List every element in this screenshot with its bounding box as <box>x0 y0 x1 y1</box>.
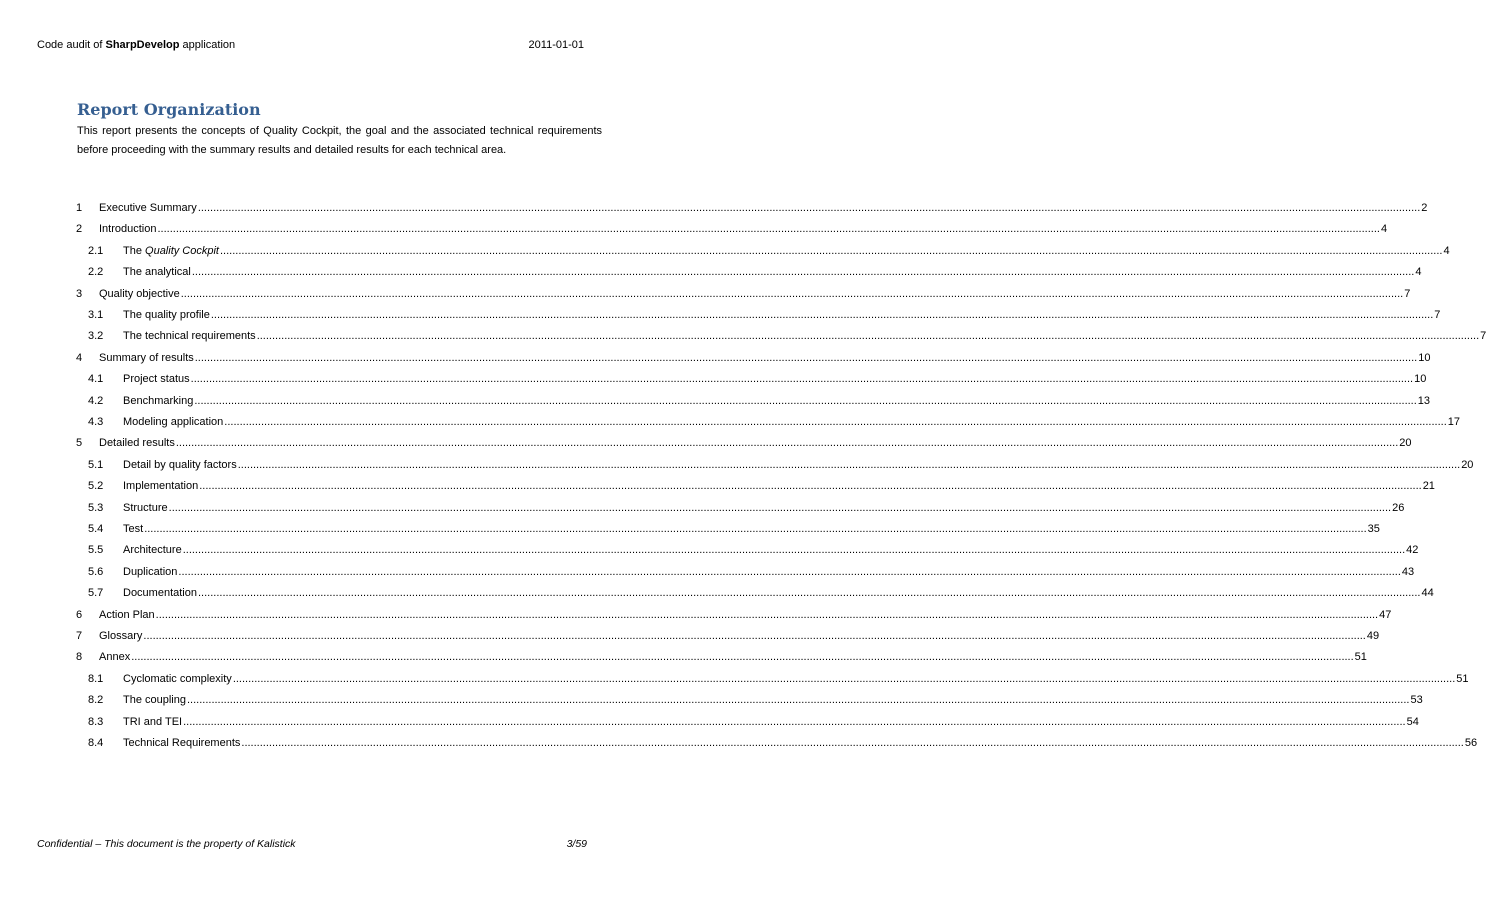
toc-entry-label: Implementation <box>123 480 199 493</box>
toc-leader-dots: ................................................................................................................................................................................................................................................................................................................................................................................................................ <box>144 523 1367 535</box>
toc-entry-number: 5 <box>76 437 83 450</box>
toc-entry-number: 8.4 <box>88 737 104 749</box>
toc-leader-dots: ................................................................................................................................................................................................................................................................................................................................................................................................................ <box>232 672 1456 685</box>
toc-entry-page: 7 <box>1480 330 1486 343</box>
toc-entry[interactable] <box>88 458 1474 473</box>
toc-leader-dots: ................................................................................................................................................................................................................................................................................................................................................................................................................ <box>143 630 1366 642</box>
toc-leader-dots: ................................................................................................................................................................................................................................................................................................................................................................................................................ <box>194 351 1418 364</box>
toc-entry-page: 4 <box>1443 244 1450 257</box>
toc-leader-dots: ................................................................................................................................................................................................................................................................................................................................................................................................................ <box>237 458 1461 471</box>
toc-leader-dots: ................................................................................................................................................................................................................................................................................................................................................................................................................ <box>191 266 1415 279</box>
toc-entry-label: Detail by quality factors <box>123 458 237 471</box>
toc-entry[interactable] <box>88 587 1434 601</box>
toc-entry-number: 4.3 <box>88 416 104 428</box>
toc-entry-page: 51 <box>1354 651 1367 664</box>
toc-entry[interactable] <box>76 223 1388 237</box>
header-app-name: SharpDevelop <box>105 39 180 51</box>
toc-entry-label: Test <box>123 523 144 535</box>
toc-entry[interactable] <box>76 630 1380 644</box>
toc-entry-label: Introduction <box>99 223 157 236</box>
toc-entry-label: Modeling application <box>123 416 224 428</box>
toc-entry-page: 26 <box>1392 501 1405 514</box>
toc-leader-dots: ................................................................................................................................................................................................................................................................................................................................................................................................................ <box>168 501 1392 514</box>
toc-leader-dots: ................................................................................................................................................................................................................................................................................................................................................................................................................ <box>241 737 1464 749</box>
toc-entry[interactable] <box>88 544 1419 558</box>
toc-leader-dots: ................................................................................................................................................................................................................................................................................................................................................................................................................ <box>194 394 1417 407</box>
toc-entry-label: Detailed results <box>99 437 175 450</box>
toc-entry-number: 5.5 <box>88 544 104 557</box>
toc-entry-label: Action Plan <box>99 608 155 621</box>
toc-entry-label: The quality profile <box>123 309 210 321</box>
section-intro: This report presents the concepts of Quality Cockpit, the goal and the associated technical requirements before proceeding with the summary results and detailed results for each technical area. <box>77 125 602 156</box>
toc-entry-page: 4 <box>1415 266 1422 279</box>
toc-leader-dots: ................................................................................................................................................................................................................................................................................................................................................................................................................ <box>155 608 1379 621</box>
toc-entry-label: Duplication <box>123 565 178 578</box>
toc-entry-page: 54 <box>1406 715 1419 728</box>
toc-entry[interactable] <box>88 694 1423 708</box>
toc-entry[interactable] <box>76 287 1411 302</box>
toc-entry-page: 2 <box>1421 202 1428 214</box>
toc-entry-label: Technical Requirements <box>123 737 241 749</box>
toc-entry[interactable] <box>76 608 1392 623</box>
toc-entry-page: 56 <box>1464 737 1478 749</box>
toc-entry[interactable] <box>76 351 1431 366</box>
toc-entry-number: 5.3 <box>88 501 104 514</box>
footer-page-indicator: 3/59 <box>566 838 587 850</box>
toc-entry-page: 47 <box>1379 608 1392 621</box>
toc-entry[interactable] <box>88 373 1427 387</box>
toc-entry-page: 51 <box>1456 672 1469 685</box>
toc-entry-label: Benchmarking <box>123 394 194 407</box>
toc-entry-number: 5.7 <box>88 587 104 600</box>
toc-entry-page: 10 <box>1414 373 1427 386</box>
toc-entry-label: Cyclomatic complexity <box>123 672 232 685</box>
toc-entry-label: TRI and TEI <box>123 715 183 728</box>
toc-entry-number: 8.3 <box>88 715 104 728</box>
toc-entry-label: Architecture <box>123 544 182 557</box>
toc-entry-label: The analytical <box>123 266 191 279</box>
toc-entry[interactable] <box>88 266 1422 280</box>
toc-entry-label: The coupling <box>123 694 186 707</box>
toc-entry[interactable] <box>88 394 1431 409</box>
toc-leader-dots: ................................................................................................................................................................................................................................................................................................................................................................................................................ <box>224 416 1447 428</box>
section-title: Report Organization <box>77 100 261 119</box>
toc-entry-page: 20 <box>1399 437 1412 450</box>
toc-entry[interactable] <box>88 523 1380 537</box>
toc-entry-number: 5.4 <box>88 523 104 535</box>
toc-entry[interactable] <box>76 651 1367 665</box>
toc-entry-label: Glossary <box>99 630 143 642</box>
toc-leader-dots: ................................................................................................................................................................................................................................................................................................................................................................................................................ <box>199 480 1422 493</box>
toc-entry-label: Documentation <box>123 587 197 600</box>
toc-entry-page: 17 <box>1447 416 1461 428</box>
toc-entry-label: Project status <box>123 373 190 386</box>
toc-entry-page: 42 <box>1406 544 1419 557</box>
toc-entry-number: 3 <box>76 287 83 300</box>
toc-leader-dots: ................................................................................................................................................................................................................................................................................................................................................................................................................ <box>182 544 1406 557</box>
toc-entry-number: 8.1 <box>88 672 104 685</box>
header-suffix: application <box>179 39 236 51</box>
toc-entry-page: 20 <box>1461 458 1474 471</box>
toc-entry[interactable] <box>88 715 1419 730</box>
toc-entry-page: 4 <box>1380 223 1388 236</box>
toc-entry-label: Structure <box>123 501 168 514</box>
toc-leader-dots: ................................................................................................................................................................................................................................................................................................................................................................................................................ <box>180 287 1404 300</box>
toc-entry-number: 4.2 <box>88 394 104 407</box>
toc-entry-page: 44 <box>1421 587 1434 600</box>
toc-entry-page: 10 <box>1418 351 1431 364</box>
toc-entry-label: Executive Summary <box>99 202 197 214</box>
toc-entry-number: 8 <box>76 651 83 664</box>
toc-entry-label: Annex <box>99 651 131 664</box>
toc-entry[interactable] <box>76 202 1428 216</box>
toc-leader-dots: ................................................................................................................................................................................................................................................................................................................................................................................................................ <box>157 223 1380 236</box>
toc-entry-label: The Quality Cockpit <box>123 244 219 257</box>
toc-entry[interactable] <box>88 416 1461 430</box>
toc-entry[interactable] <box>88 501 1405 516</box>
toc-entry-number: 1 <box>76 202 83 214</box>
toc-leader-dots: ................................................................................................................................................................................................................................................................................................................................................................................................................ <box>256 330 1480 343</box>
toc-leader-dots: ................................................................................................................................................................................................................................................................................................................................................................................................................ <box>187 694 1410 707</box>
page-header-date: 2011-01-01 <box>528 39 584 51</box>
toc-entry-number: 3.2 <box>88 330 104 343</box>
toc-entry-number: 6 <box>76 608 83 621</box>
toc-entry-number: 4 <box>76 351 83 364</box>
toc-leader-dots: ................................................................................................................................................................................................................................................................................................................................................................................................................ <box>198 587 1421 600</box>
toc-entry-number: 4.1 <box>88 373 104 386</box>
toc-entry-number: 3.1 <box>88 309 104 321</box>
toc-leader-dots: ................................................................................................................................................................................................................................................................................................................................................................................................................ <box>220 244 1443 257</box>
toc-leader-dots: ................................................................................................................................................................................................................................................................................................................................................................................................................ <box>131 651 1354 664</box>
toc-entry-number: 2.1 <box>88 244 104 257</box>
toc-entry-page: 53 <box>1410 694 1423 707</box>
toc-entry[interactable] <box>76 437 1412 451</box>
toc-entry-number: 2 <box>76 223 83 236</box>
toc-entry-label: Quality objective <box>99 287 180 300</box>
toc-entry[interactable] <box>88 672 1469 687</box>
toc-leader-dots: ................................................................................................................................................................................................................................................................................................................................................................................................................ <box>183 715 1406 728</box>
toc-leader-dots: ................................................................................................................................................................................................................................................................................................................................................................................................................ <box>175 437 1399 450</box>
toc-entry-page: 7 <box>1434 309 1441 321</box>
toc-entry[interactable] <box>88 737 1478 751</box>
toc-entry-number: 5.1 <box>88 458 104 471</box>
toc-entry-label: Summary of results <box>99 351 194 364</box>
toc-entry-page: 21 <box>1422 480 1435 493</box>
toc-entry-number: 2.2 <box>88 266 104 279</box>
page-header-title <box>37 39 235 51</box>
toc-entry[interactable] <box>88 309 1441 323</box>
footer-confidential: Confidential – This document is the property of Kalistick <box>37 838 296 850</box>
toc-entry-page: 43 <box>1401 565 1415 578</box>
toc-leader-dots: ................................................................................................................................................................................................................................................................................................................................................................................................................ <box>178 565 1401 578</box>
toc-leader-dots: ................................................................................................................................................................................................................................................................................................................................................................................................................ <box>210 309 1434 321</box>
toc-entry-page: 35 <box>1367 523 1380 535</box>
toc-leader-dots: ................................................................................................................................................................................................................................................................................................................................................................................................................ <box>197 202 1421 214</box>
toc-entry-page: 13 <box>1417 394 1431 407</box>
toc-leader-dots: ................................................................................................................................................................................................................................................................................................................................................................................................................ <box>190 373 1414 386</box>
toc-entry-number: 5.6 <box>88 565 104 578</box>
toc-entry-number: 7 <box>76 630 83 642</box>
toc-entry[interactable] <box>88 330 1486 344</box>
toc-entry-number: 5.2 <box>88 480 104 493</box>
toc-entry[interactable] <box>88 480 1435 494</box>
toc-entry-page: 7 <box>1404 287 1411 300</box>
header-prefix: Code audit of <box>37 39 106 51</box>
toc-entry[interactable] <box>88 565 1415 580</box>
toc-entry-number: 8.2 <box>88 694 104 707</box>
toc-entry-label: The technical requirements <box>123 330 256 343</box>
toc-entry[interactable] <box>88 244 1450 259</box>
toc-entry-page: 49 <box>1366 630 1380 642</box>
